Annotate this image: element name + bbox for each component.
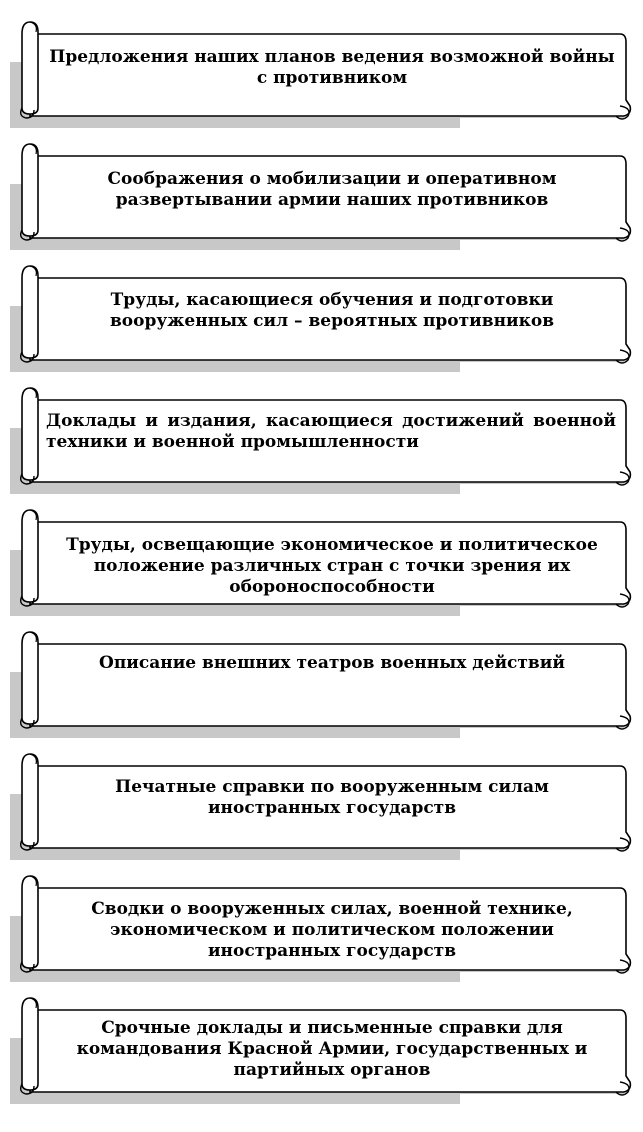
scroll-item: [0, 876, 643, 986]
scroll-item: [0, 510, 643, 620]
scroll-text: Печатные справки по вооруженным силам иностранных государств: [115, 777, 549, 818]
scroll-item: [0, 266, 643, 376]
scroll-left-roll: [22, 22, 38, 114]
scroll-left-roll: [22, 388, 38, 480]
scroll-item: [0, 754, 643, 864]
scroll-left-roll: [22, 144, 38, 236]
scroll-text: Предложения наших планов ведения возможной войны с противником: [49, 47, 615, 88]
scroll-item: [0, 388, 643, 498]
scroll-text: Доклады и издания, касающиеся достижений военной техники и военной промышленности: [46, 411, 616, 452]
scroll-left-roll: [22, 998, 38, 1090]
scroll-item: [0, 22, 643, 132]
scroll-text: Срочные доклады и письменные справки для командования Красной Армии, государственных и партийных органов: [76, 1018, 588, 1080]
scroll-text: Соображения о мобилизации и оперативном развертывании армии наших противников: [107, 169, 557, 210]
scroll-left-roll: [22, 266, 38, 358]
scroll-shape: [0, 632, 643, 742]
scroll-left-roll: [22, 510, 38, 602]
scroll-left-roll: [22, 754, 38, 846]
scroll-left-roll: [22, 632, 38, 724]
scroll-text: Труды, касающиеся обучения и подготовки вооруженных сил – вероятных противников: [109, 290, 555, 331]
scroll-text: Описание внешних театров военных действий: [99, 653, 565, 673]
scroll-item: [0, 144, 643, 254]
scroll-text: Труды, освещающие экономическое и политическое положение различных стран с точки зрения их обороноспособности: [66, 535, 598, 597]
scroll-item: [0, 998, 643, 1108]
scroll-left-roll: [22, 876, 38, 968]
scroll-text: Сводки о вооруженных силах, военной технике, экономическом и политическом положении иностранных государств: [91, 899, 573, 961]
scroll-item: [0, 632, 643, 742]
